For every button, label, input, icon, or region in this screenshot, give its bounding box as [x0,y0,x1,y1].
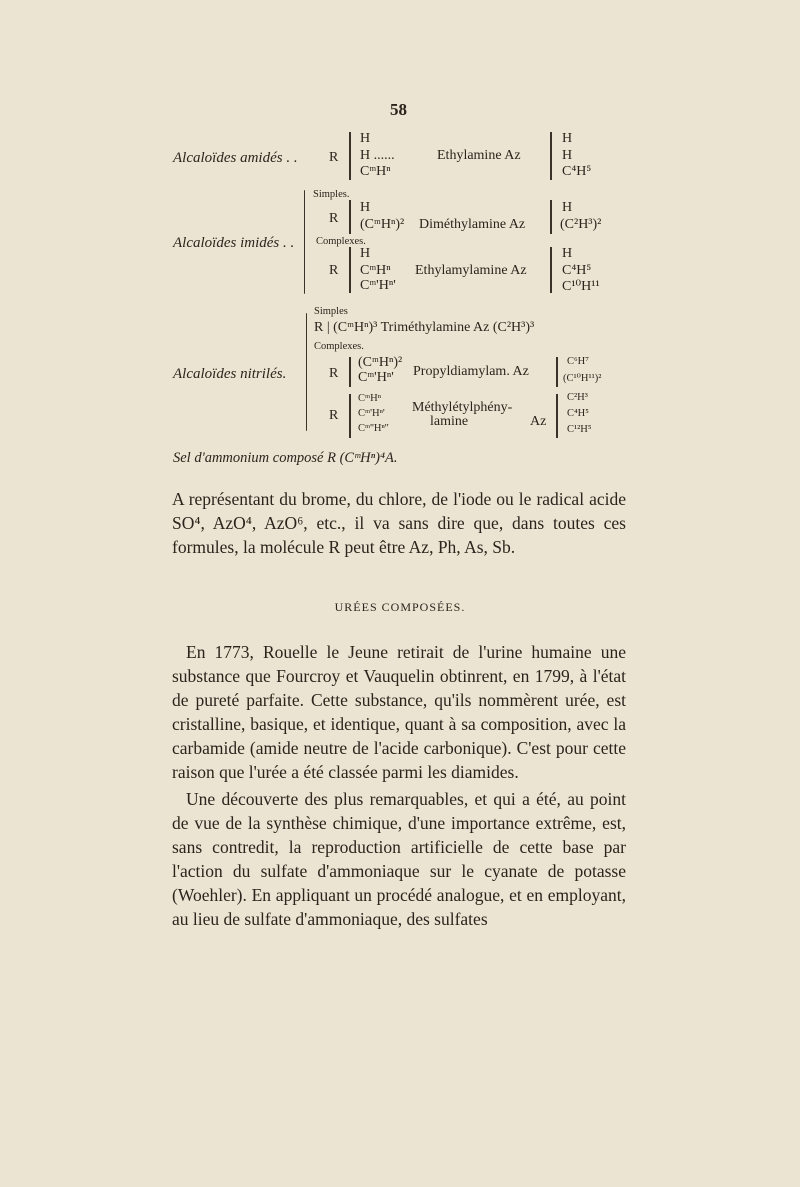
nitriles-c2-name-1: Méthylétylphény- [412,400,513,415]
imides-complex-right-1: H [562,246,573,261]
imides-complex-left-1: H [360,246,371,261]
amides-right-3: C⁴H⁵ [562,164,592,179]
nitriles-c2-left-2: Cᵐ'Hⁿ' [358,408,385,419]
paragraph-3: Une découverte des plus remarquables, et qui a été, au point de vue de la synthèse chimique, d'une importance extrême, est, sans contredit, la reproduction artificielle de cette base par l'action du sulfate d'ammoniaque sur le cyanate de potasse (Woehler). En appliquant un procédé analogue, et en employant, au lieu de sulfate d'ammoniaque, des sulfates [172,789,626,929]
imides-complex-right-2: C⁴H⁵ [562,263,592,278]
amides-left-3: CᵐHⁿ [360,164,391,179]
imides-complex-right-3: C¹⁰H¹¹ [562,279,600,294]
imides-complex-left-2: CᵐHⁿ [360,263,391,278]
imides-simple-right-2: (C²H³)² [560,217,602,232]
nitriles-brace [306,313,307,431]
imides-simple-right-1: H [562,200,573,215]
imides-simple-name: Diméthylamine Az [419,217,526,232]
amides-right-2: H [562,148,573,163]
paragraph-1: A représentant du brome, du chlore, de l'iode ou le radical acide SO⁴, AzO⁴, AzO⁶, etc., il va sans dire que, dans toutes ces formules, la molécule R peut être Az, Ph, As, Sb. [172,489,626,557]
imides-complexes-label: Complexes. [316,236,366,247]
amides-right-1: H [562,131,573,146]
paragraph-2: En 1773, Rouelle le Jeune retirait de l'urine humaine une substance que Fourcroy et Vauquelin obtinrent, en 1799, à l'état de pureté parfaite. Cette substance, qu'ils nommèrent urée, est cristalline, basique, et identique, quant à sa composition, avec la carbamide (amide neutre de l'acide carbonique). C'est pour cette raison que l'urée a été classée parmi les diamides. [172,642,626,782]
section-heading: URÉES COMPOSÉES. [334,600,466,614]
imides-simple-left-1: H [360,200,371,215]
nitriles-simple-line: R | (CᵐHⁿ)³ Triméthylamine Az (C²H³)³ [314,320,535,335]
nitriles-c2-right-2: C⁴H⁵ [567,408,589,419]
imides-complex-left-bar [349,247,351,293]
amides-r: R [329,150,339,165]
imides-label: Alcaloïdes imidés . . [173,235,295,251]
nitriles-c1-left-bar [349,357,351,387]
nitriles-c2-left-3: Cᵐ''Hⁿ'' [358,423,389,434]
nitriles-c2-left-bar [349,394,351,438]
nitriles-c1-right-bar [556,357,558,387]
nitriles-c1-left-2: Cᵐ'Hⁿ' [358,370,394,385]
nitriles-label: Alcaloïdes nitrilés. [173,366,287,382]
nitriles-c2-right-bar [556,394,558,438]
nitriles-complexes-label: Complexes. [314,341,364,352]
imides-simple-right-bar [550,200,552,234]
amides-label: Alcaloïdes amidés . . [173,150,298,166]
amides-right-bar [550,132,552,180]
nitriles-c2-left-1: CᵐHⁿ [358,393,382,404]
amides-left-bar [349,132,351,180]
imides-complex-right-bar [550,247,552,293]
imides-simples-label: Simples. [313,189,350,200]
imides-complex-left-3: Cᵐ'Hⁿ' [360,278,396,293]
nitriles-simples-label: Simples [314,306,348,317]
imides-simple-left-2: (CᵐHⁿ)² [360,217,405,232]
ammonium-line: Sel d'ammonium composé R (CᵐHⁿ)⁴A. [173,450,398,466]
nitriles-c1-left-1: (CᵐHⁿ)² [358,355,403,370]
nitriles-c2-az: Az [530,414,547,429]
nitriles-c1-right-1: C⁶H⁷ [567,356,589,367]
imides-simple-left-bar [349,200,351,234]
nitriles-c1-name: Propyldiamylam. Az [413,364,529,379]
imides-complex-r: R [329,263,339,278]
nitriles-c2-right-3: C¹²H⁵ [567,424,592,435]
page-number: 58 [390,100,407,119]
amides-left-2: H ...... [360,148,395,163]
imides-brace [304,190,305,294]
imides-simple-r: R [329,211,339,226]
imides-complex-name: Ethylamylamine Az [415,263,527,278]
nitriles-c1-r: R [329,366,339,381]
nitriles-c2-r: R [329,408,339,423]
amides-left-1: H [360,131,371,146]
amides-name: Ethylamine Az [437,148,521,163]
nitriles-c2-right-1: C²H³ [567,392,588,403]
nitriles-c1-right-2: (C¹⁰H¹¹)² [563,373,602,384]
nitriles-c2-name-2: lamine [430,414,469,429]
